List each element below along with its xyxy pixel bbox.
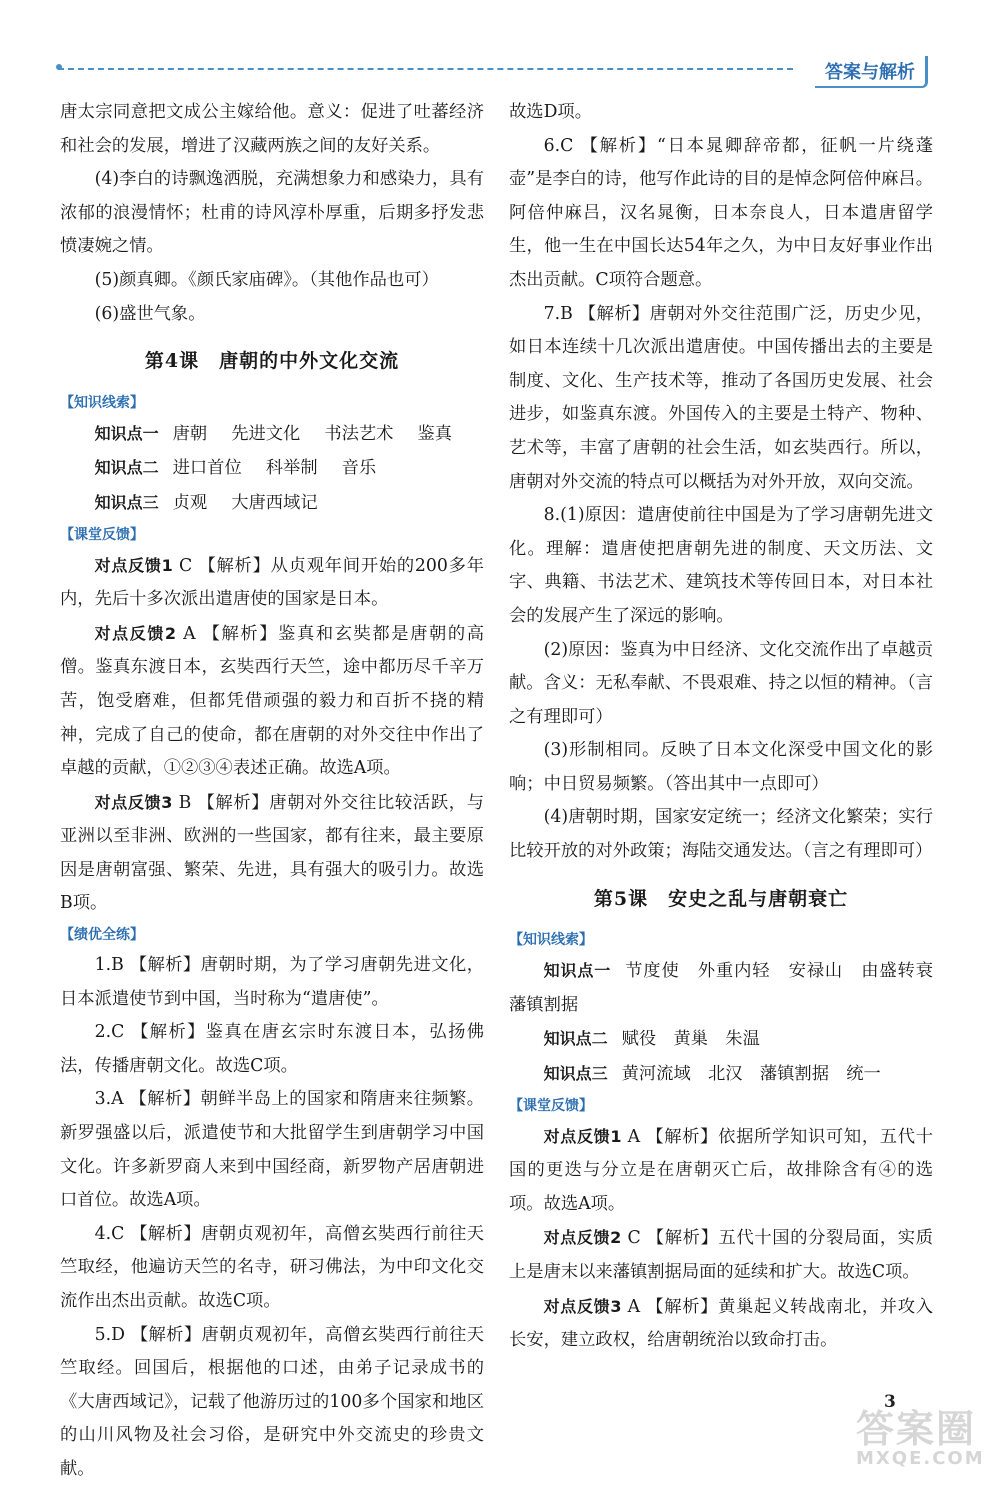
answer-paragraph: 故选D项。 <box>509 102 592 122</box>
answer-item: 2.C 【解析】鉴真在唐玄宗时东渡日本，弘扬佛法，传播唐朝文化。故选C项。 <box>60 1022 484 1076</box>
lesson-title: 第4课 唐朝的中外文化交流 <box>144 350 400 373</box>
answer-paragraph: (6)盛世气象。 <box>94 303 206 324</box>
knowledge-point-label: 知识点一 <box>94 423 159 443</box>
answer-item: (2)原因：鉴真为中日经济、文化交流作出了卓越贡献。含义：无私奉献、不畏艰难、持之以恒的精神。（言之有理即可） <box>509 639 933 727</box>
watermark-url: MXQE.COM <box>856 1448 985 1469</box>
answer-paragraph: (5)颜真卿。《颜氏家庙碑》。（其他作品也可） <box>94 269 439 290</box>
section-tag: 【绩优全练】 <box>60 927 144 944</box>
answer-item: 3.A 【解析】朝鲜半岛上的国家和隋唐来往频繁。新罗强盛以后，派遣使节和大批留学生到唐朝学习中国文化。许多新罗商人来到中国经商，新罗物产居唐朝进口首位。故选A项。 <box>60 1089 484 1211</box>
answer-item: 6.C 【解析】“日本晁卿辞帝都，征帆一片绕蓬壶”是李白的诗，他写作此诗的目的是悼念阿倍仲麻吕。阿倍仲麻吕，汉名晁衡，日本奈良人，日本遣唐留学生，他一生在中国长达54年之久，为中日友好事业作出杰出贡献。C项符合题意。 <box>509 135 933 290</box>
answer-item: (3)形制相同。反映了日本文化深受中国文化的影响；中日贸易频繁。（答出其中一点即可） <box>509 740 933 794</box>
knowledge-point: 知识点一 唐朝 先进文化 书法艺术 鉴真 <box>94 423 453 444</box>
answer-item: 8.(1)原因：遣唐使前往中国是为了学习唐朝先进文化。理解：遣唐使把唐朝先进的制度、天文历法、文字、典籍、书法艺术、建筑技术等传回日本，对日本社会的发展产生了深远的影响。 <box>509 505 933 626</box>
knowledge-point: 知识点三 黄河流域 北汉 藩镇割据 统一 <box>543 1064 881 1085</box>
section-tag: 【课堂反馈】 <box>509 1097 593 1114</box>
left-column <box>60 96 484 1487</box>
feedback-item: 对点反馈1 C 【解析】从贞观年间开始的200多年内，先后十多次派出遣唐使的国家是日本。 <box>60 555 484 610</box>
section-tag: 【知识线索】 <box>509 932 593 949</box>
feedback-item: 对点反馈2 C 【解析】五代十国的分裂局面，实质上是唐末以来藩镇割据局面的延续和扩大。故选C项。 <box>509 1228 933 1282</box>
answer-paragraph: (4)李白的诗飘逸洒脱，充满想象力和感染力，具有浓郁的浪漫情怀；杜甫的诗风淳朴厚重，后期多抒发悲愤凄婉之情。 <box>60 169 484 257</box>
right-column <box>509 96 951 1358</box>
answer-item: 1.B 【解析】唐朝时期，为了学习唐朝先进文化，日本派遣使节到中国，当时称为“遣唐使”。 <box>60 955 484 1009</box>
knowledge-point: 知识点二 赋役 黄巢 朱温 <box>543 1029 760 1050</box>
knowledge-point-label: 知识点二 <box>543 1029 608 1049</box>
feedback-item: 对点反馈3 B 【解析】唐朝对外交往比较活跃，与亚洲以至非洲、欧洲的一些国家，都有往来，最主要原因是唐朝富强、繁荣、先进，具有强大的吸引力。故选B项。 <box>60 792 485 914</box>
knowledge-point-label: 知识点三 <box>94 492 159 512</box>
knowledge-point: 知识点一 节度使 外重内轻 安禄山 由盛转衰 藩镇割据 <box>509 961 951 1015</box>
watermark-title: 答案圈 <box>856 1407 977 1451</box>
answer-item: (4)唐朝时期，国家安定统一；经济文化繁荣；实行比较开放的对外政策；海陆交通发达。（言之有理即可） <box>509 807 933 862</box>
knowledge-point-label: 知识点一 <box>543 961 612 981</box>
section-tag: 【课堂反馈】 <box>60 526 144 543</box>
page-header <box>58 60 928 90</box>
lesson-title: 第5课 安史之乱与唐朝衰亡 <box>593 887 849 910</box>
header-dashed-rule <box>58 68 793 70</box>
knowledge-point-label: 知识点二 <box>94 458 159 478</box>
section-badge: 答案与解析 <box>815 56 928 88</box>
answer-item: 7.B 【解析】唐朝对外交往范围广泛，历史少见，如日本连续十几次派出遣唐使。中国传播出去的主要是制度、文化、生产技术等，推动了各国历史发展、社会进步，如鉴真东渡。外国传入的主要是土特产、物种、艺术等，丰富了唐朝的社会生活，如玄奘西行。所以，唐朝对外交流的特点可以概括为对外开放，双向交流。 <box>509 303 933 492</box>
knowledge-point-label: 知识点三 <box>543 1064 608 1084</box>
watermark-logo <box>856 1407 985 1469</box>
feedback-item: 对点反馈3 A 【解析】黄巢起义转战南北，并攻入长安，建立政权，给唐朝统治以致命打击。 <box>509 1296 933 1351</box>
section-tag: 【知识线索】 <box>60 394 144 411</box>
answer-paragraph: 唐太宗同意把文成公主嫁给他。意义：促进了吐蕃经济和社会的发展，增进了汉藏两族之间的友好关系。 <box>60 102 484 156</box>
knowledge-point: 知识点二 进口首位 科举制 音乐 <box>94 458 377 479</box>
answer-item: 5.D 【解析】唐朝贞观初年，高僧玄奘西行前往天竺取经。回国后，根据他的口述，由弟子记录成书的《大唐西域记》，记载了他游历过的100多个国家和地区的山川风物及社会习俗，是研究中外交流史的珍贵文献。 <box>60 1324 484 1479</box>
feedback-item: 对点反馈2 A 【解析】鉴真和玄奘都是唐朝的高僧。鉴真东渡日本，玄奘西行天竺，途中都历尽千辛万苦，饱受磨难，但都凭借顽强的毅力和百折不挠的精神，完成了自己的使命，都在唐朝的对外交往中作出了卓越的贡献，①②③④表述正确。故选A项。 <box>60 623 484 779</box>
feedback-item: 对点反馈1 A 【解析】依据所学知识可知，五代十国的更迭与分立是在唐朝灭亡后，故排除含有④的选项。故选A项。 <box>509 1126 933 1214</box>
page-number: 3 <box>884 1392 896 1412</box>
answer-item: 4.C 【解析】唐朝贞观初年，高僧玄奘西行前往天竺取经，他遍访天竺的名寺，研习佛法，为中印文化交流作出杰出贡献。故选C项。 <box>60 1223 484 1311</box>
knowledge-point: 知识点三 贞观 大唐西域记 <box>94 492 318 513</box>
